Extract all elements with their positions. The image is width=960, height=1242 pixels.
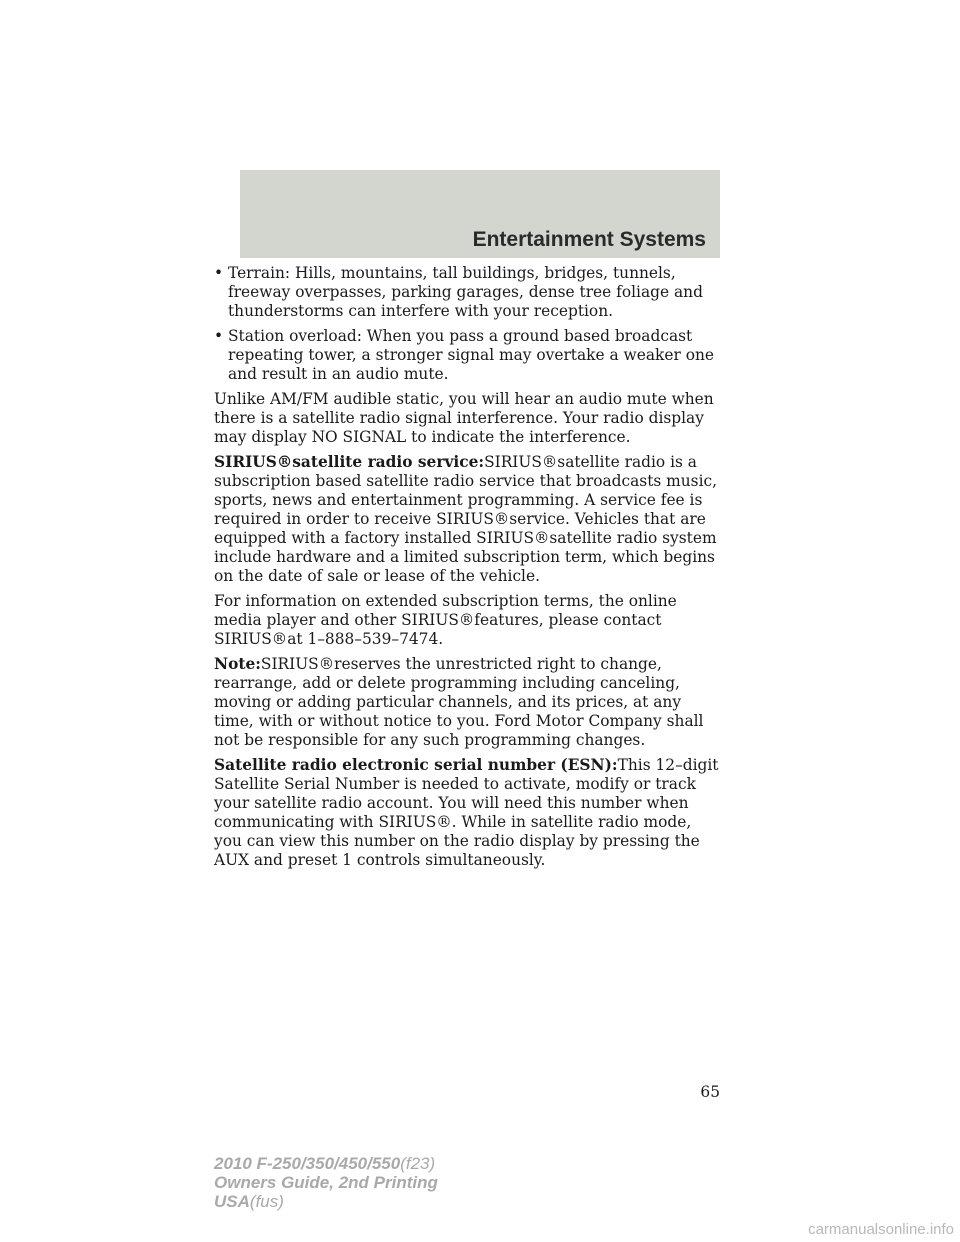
bullet-text: Station overload: When you pass a ground based broadcast repeating tower, a stronger signal may overtake a weaker one and result in an audio mute.	[228, 327, 714, 383]
page-content	[214, 264, 720, 876]
sirius-service-label: SIRIUS®satellite radio service:	[214, 453, 485, 471]
bullet-icon: •	[214, 264, 224, 282]
note-text: SIRIUS®reserves the unrestricted right to change, rearrange, add or delete programming including canceling, moving or adding particular channels, and its prices, at any time, with or without notice to you. Ford Motor Company shall not be responsible for any such programming changes.	[214, 655, 704, 749]
section-header	[240, 170, 720, 258]
footer-region-code: (fus)	[249, 1192, 284, 1211]
paragraph-static: Unlike AM/FM audible static, you will hear an audio mute when there is a satellite radio signal interference. Your radio display may display NO SIGNAL to indicate the interference.	[214, 390, 714, 446]
bullet-item-terrain	[214, 264, 720, 321]
note-label: Note:	[214, 655, 261, 673]
footer-line-model	[214, 1154, 438, 1173]
paragraph-note	[214, 655, 720, 750]
watermark: carmanualsonline.info	[808, 1221, 954, 1238]
bullet-text: Terrain: Hills, mountains, tall buildings, bridges, tunnels, freeway overpasses, parking garages, dense tree foliage and thunderstorms can interfere with your reception.	[228, 264, 703, 320]
footer-line-region	[214, 1192, 438, 1211]
paragraph-subscription-info: For information on extended subscription terms, the online media player and other SIRIUS®features, please contact SIRIUS®at 1–888–539–7474.	[214, 592, 677, 648]
footer-line-printing: Owners Guide, 2nd Printing	[214, 1173, 438, 1192]
bullet-item-station-overload	[214, 327, 720, 384]
esn-label: Satellite radio electronic serial number (ESN):	[214, 756, 618, 774]
paragraph-sirius-service	[214, 453, 720, 586]
document-footer	[214, 1154, 438, 1211]
esn-text: This 12–digit Satellite Serial Number is needed to activate, modify or track your satellite radio account. You will need this number when communicating with SIRIUS®. While in satellite radio mode, you can view this number on the radio display by pressing the AUX and preset 1 controls simultaneously.	[214, 756, 719, 869]
page-number: 65	[700, 1083, 720, 1101]
sirius-service-text: SIRIUS®satellite radio is a subscription based satellite radio service that broadcasts music, sports, news and entertainment programming. A service fee is required in order to receive SIRIUS®service. Vehicles that are equipped with a factory installed SIRIUS®satellite radio system include hardware and a limited subscription term, which begins on the date of sale or lease of the vehicle.	[214, 453, 718, 585]
bullet-icon: •	[214, 327, 224, 345]
footer-model-code: (f23)	[400, 1154, 436, 1173]
section-title: Entertainment Systems	[472, 228, 706, 251]
paragraph-esn	[214, 756, 720, 870]
footer-region: USA	[214, 1192, 250, 1211]
footer-model: 2010 F-250/350/450/550	[214, 1154, 401, 1173]
